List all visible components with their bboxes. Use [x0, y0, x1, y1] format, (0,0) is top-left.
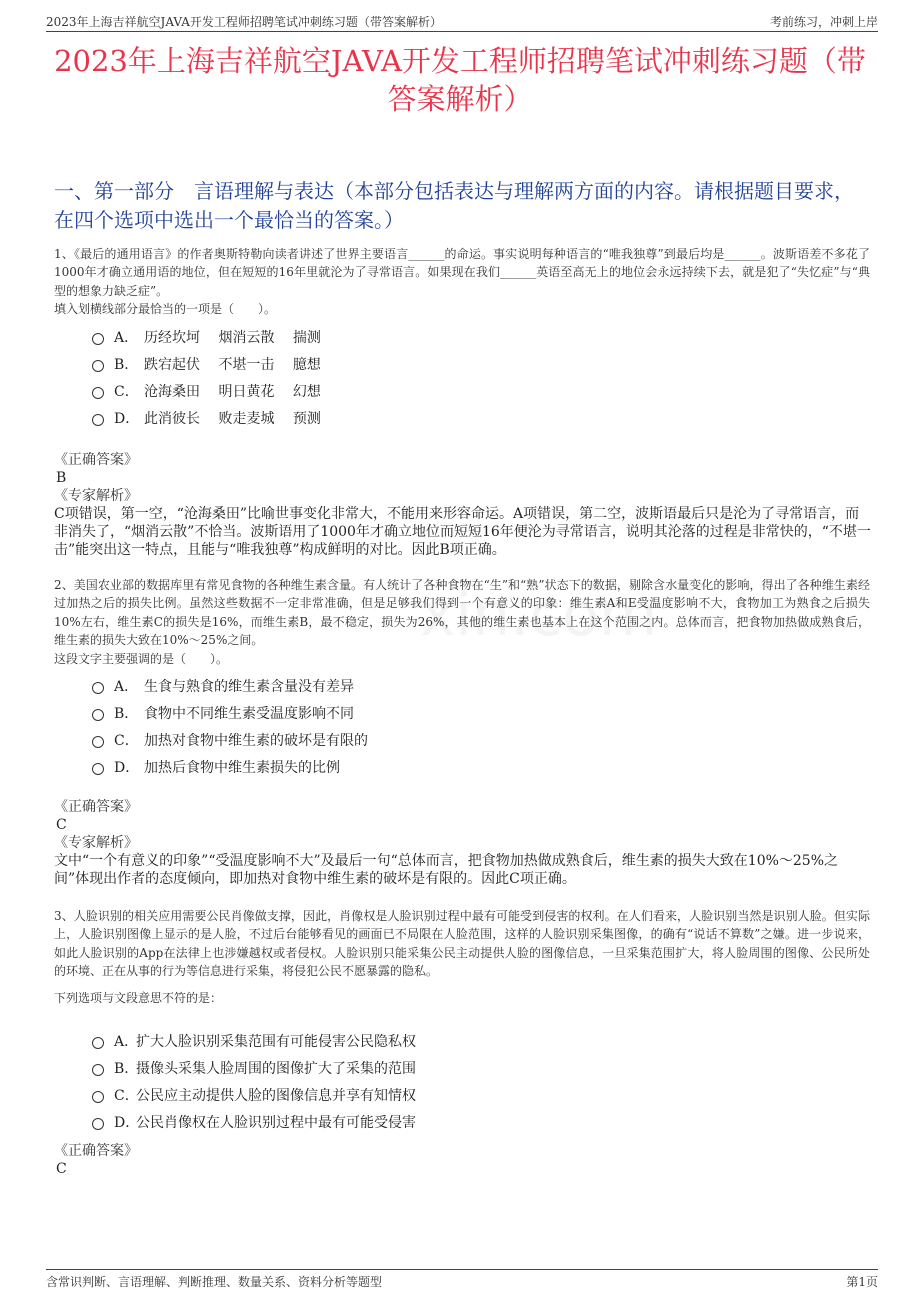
option-a[interactable]: A． 生食与熟食的维生素含量没有差异 [92, 672, 368, 699]
question-stem-text: 3、人脸识别的相关应用需要公民肖像做支撑，因此，肖像权是人脸识别过程中最有可能受到侵害的权利。在人们看来，人脸识别当然是识别人脸。但实际上，人脸识别图像上显示的是人脸，不过后台能够看见的画面已不局限在人脸范围，这样的人脸识别采集图像，的确有“说话不算数”之嫌。进一步说来，如此人脸识别的App在法律上也涉嫌越权或者侵权。人脸识别只能采集公民主动提供人脸的图像信息，一旦采集范围扩大，将人脸周围的图像、公民所处的环境、正在从事的行为等信息进行采集，将侵犯公民不愿暴露的隐私。 [54, 909, 870, 979]
question-prompt: 这段文字主要强调的是（ ）。 [54, 651, 229, 666]
answer-label: 《正确答案》 [54, 452, 138, 468]
option-b[interactable]: B． 摄像头采集人脸周围的图像扩大了采集的范围 [92, 1054, 416, 1081]
analysis-text: 文中“一个有意义的印象”“受温度影响不大”及最后一句“总体而言，把食物加热做成熟食后，维生素的损失大致在10%～25%之间”体现出作者的态度倾向，即加热对食物中维生素的破坏是有限的。因此C项正确。 [54, 853, 839, 887]
option-d[interactable]: D． 公民肖像权在人脸识别过程中最有可能受侵害 [92, 1108, 416, 1135]
question-prompt: 下列选项与文段意思不符的是： [54, 990, 223, 1005]
radio-icon[interactable] [92, 682, 104, 694]
option-a[interactable]: A． 扩大人脸识别采集范围有可能侵害公民隐私权 [92, 1027, 416, 1054]
radio-icon[interactable] [92, 736, 104, 748]
option-d[interactable]: D． 此消彼长 败走麦城 预测 [92, 404, 321, 431]
question-prompt: 填入划横线部分最恰当的一项是（ ）。 [54, 302, 277, 317]
option-b[interactable]: B． 食物中不同维生素受温度影响不同 [92, 699, 368, 726]
option-c[interactable]: C． 加热对食物中维生素的破坏是有限的 [92, 726, 368, 753]
answer-value: B [56, 470, 67, 486]
radio-icon[interactable] [92, 387, 104, 399]
footer-topics: 含常识判断、言语理解、判断推理、数量关系、资料分析等题型 [46, 1275, 383, 1289]
question-3-answer [54, 1142, 872, 1178]
answer-value: C [56, 817, 67, 833]
section-heading: 一、第一部分 言语理解与表达（本部分包括表达与理解两方面的内容。请根据题目要求，在四个选项中选出一个最恰当的答案。） [54, 179, 854, 232]
question-stem-text: 1、《最后的通用语言》的作者奥斯特勒向读者讲述了世界主要语言______的命运。事实说明每种语言的“唯我独尊”到最后均是______。波斯语差不多花了1000年才确立通用语的地位，但在短短的16年里就沦为了寻常语言。如果现在我们______英语至高无上的地位会永远持续下去，就是犯了“失忆症”与“典型的想象力缺乏症”。 [54, 247, 870, 298]
question-stem-text: 2、美国农业部的数据库里有常见食物的各种维生素含量。有人统计了各种食物在“生”和“熟”状态下的数据，剔除含水量变化的影响，得出了各种维生素经过加热之后的损失比例。虽然这些数据不一定非常准确，但是足够我们得到一个有意义的印象：维生素A和E受温度影响不大，食物加工为熟食之后损失10%左右，维生素C的损失是16%，而维生素B，最不稳定，损失为26%，其他的维生素也基本上在这个范围之内。总体而言，把食物加热做成熟食后，维生素的损失大致在10%～25%之间。 [54, 578, 870, 648]
answer-value: C [56, 1161, 67, 1177]
page-number: 第1页 [846, 1275, 878, 1289]
radio-icon[interactable] [92, 414, 104, 426]
option-c[interactable]: C． 沧海桑田 明日黄花 幻想 [92, 377, 321, 404]
analysis-label: 《专家解析》 [54, 488, 138, 504]
question-2-options [92, 672, 368, 780]
radio-icon[interactable] [92, 1091, 104, 1103]
radio-icon[interactable] [92, 360, 104, 372]
running-header [46, 13, 878, 32]
radio-icon[interactable] [92, 1064, 104, 1076]
radio-icon[interactable] [92, 333, 104, 345]
question-1-options [92, 323, 321, 431]
option-b[interactable]: B． 跌宕起伏 不堪一击 臆想 [92, 350, 321, 377]
answer-label: 《正确答案》 [54, 799, 138, 815]
radio-icon[interactable] [92, 763, 104, 775]
document-title: 2023年上海吉祥航空JAVA开发工程师招聘笔试冲刺练习题（带答案解析） [54, 44, 866, 116]
analysis-text: C项错误，第一空，“沧海桑田”比喻世事变化非常大，不能用来形容命运。A项错误，第二空，波斯语最后只是沦为了寻常语言，而非消失了，“烟消云散”不恰当。波斯语用了1000年才确立地位而短短16年便沦为寻常语言，说明其沦落的过程是非常快的，“不堪一击”能突出这一特点，且能与“唯我独尊”构成鲜明的对比。因此B项正确。 [54, 506, 871, 558]
radio-icon[interactable] [92, 1037, 104, 1049]
option-d[interactable]: D． 加热后食物中维生素损失的比例 [92, 753, 368, 780]
question-3-options [92, 1027, 416, 1135]
header-title: 2023年上海吉祥航空JAVA开发工程师招聘笔试冲刺练习题（带答案解析） [46, 15, 442, 29]
option-c[interactable]: C． 公民应主动提供人脸的图像信息并享有知情权 [92, 1081, 416, 1108]
analysis-label: 《专家解析》 [54, 835, 138, 851]
header-slogan: 考前练习，冲刺上岸 [769, 15, 878, 29]
radio-icon[interactable] [92, 1118, 104, 1130]
question-2-stem [54, 576, 870, 668]
answer-label: 《正确答案》 [54, 1143, 138, 1159]
page-footer [46, 1269, 878, 1289]
option-a[interactable]: A． 历经坎坷 烟消云散 揣测 [92, 323, 321, 350]
question-1-stem [54, 245, 870, 319]
question-3-stem [54, 907, 870, 1007]
radio-icon[interactable] [92, 709, 104, 721]
question-1-answer [54, 451, 872, 559]
question-2-answer [54, 798, 872, 888]
